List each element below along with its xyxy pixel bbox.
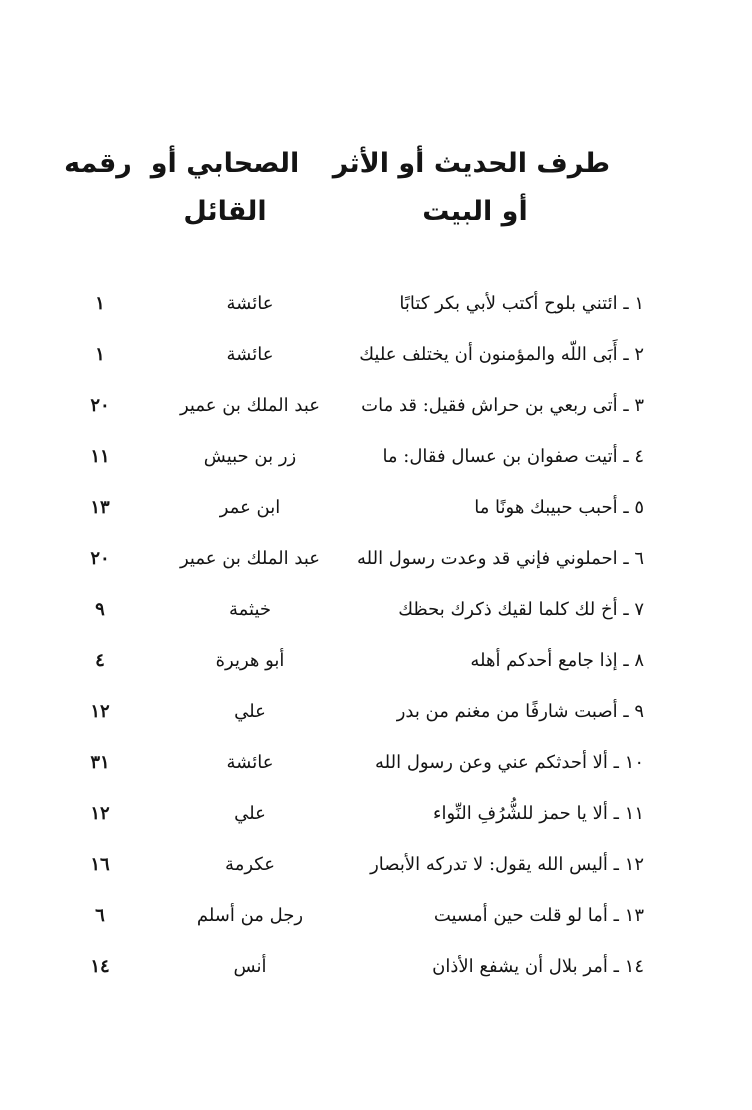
- column-header-hadith-line1: طرف الحديث أو الأثر: [332, 148, 610, 179]
- sahabi-name: ابن عمر: [219, 497, 281, 518]
- sahabi-name: أبو هريرة: [215, 650, 285, 671]
- hadith-text: ١١ ـ ألا يا حمز للشُّرُفِ النِّواء: [433, 803, 644, 824]
- sahabi-name: عائشة: [226, 752, 274, 773]
- hadith-number: ٦: [95, 905, 105, 926]
- column-header-raqm-label: رقمه: [64, 148, 132, 179]
- sahabi-name: خيثمة: [228, 599, 272, 620]
- hadith-text: ٨ ـ إذا جامع أحدكم أهله: [470, 650, 644, 671]
- table-row: [0, 941, 752, 992]
- hadith-text: ٧ ـ أخ لك كلما لقيك ذكرك بحظك: [398, 599, 644, 620]
- hadith-text: ٦ ـ احملوني فإني قد وعدت رسول الله: [356, 548, 644, 569]
- column-header-sahabi-line1: الصحابي أو: [150, 148, 300, 179]
- hadith-text: ١٣ ـ أما لو قلت حين أمسيت: [433, 905, 644, 926]
- sahabi-name: رجل من أسلم: [196, 905, 304, 926]
- column-header-sahabi-line2: القائل: [183, 196, 267, 227]
- table-row: [0, 788, 752, 839]
- hadith-text: ٤ ـ أتيت صفوان بن عسال فقال: ما: [382, 446, 644, 467]
- hadith-number: ٩: [95, 599, 105, 620]
- table-row: [0, 737, 752, 788]
- sahabi-name: زر بن حبيش: [203, 446, 297, 467]
- sahabi-name: علي: [234, 701, 266, 722]
- hadith-text: ٢ ـ أَبَى اللّه والمؤمنون أن يختلف عليك: [359, 344, 644, 365]
- table-row: [0, 533, 752, 584]
- table-row: [0, 686, 752, 737]
- sahabi-name: عبد الملك بن عمير: [179, 548, 321, 569]
- hadith-text: ١٠ ـ ألا أحدثكم عني وعن رسول الله: [375, 752, 644, 773]
- column-header-hadith-line2: أو البيت: [422, 196, 528, 227]
- table-row: [0, 839, 752, 890]
- column-header-raqm: [48, 140, 148, 188]
- table-row: [0, 278, 752, 329]
- hadith-number: ١٢: [90, 701, 110, 722]
- hadith-number: ٢٠: [90, 548, 110, 569]
- table-row: [0, 431, 752, 482]
- index-table-body: [0, 278, 752, 992]
- hadith-number: ٤: [95, 650, 105, 671]
- hadith-text: ١ ـ ائتني بلوح أكتب لأبي بكر كتابًا: [399, 293, 644, 314]
- table-row: [0, 380, 752, 431]
- sahabi-name: أنس: [233, 956, 267, 977]
- table-row: [0, 584, 752, 635]
- hadith-text: ١٤ ـ أمر بلال أن يشفع الأذان: [432, 956, 644, 977]
- sahabi-name: عائشة: [226, 344, 274, 365]
- hadith-number: ٣١: [90, 752, 110, 773]
- sahabi-name: عبد الملك بن عمير: [179, 395, 321, 416]
- hadith-number: ٢٠: [90, 395, 110, 416]
- hadith-text: ٣ ـ أتى ربعي بن حراش فقيل: قد مات: [361, 395, 644, 416]
- hadith-number: ١: [95, 344, 105, 365]
- column-header-hadith: [332, 140, 610, 236]
- table-row: [0, 329, 752, 380]
- hadith-text: ٩ ـ أصبت شارفًا من مغنم من بدر: [396, 701, 644, 722]
- table-row: [0, 482, 752, 533]
- table-row: [0, 890, 752, 941]
- table-row: [0, 635, 752, 686]
- hadith-number: ١٤: [90, 956, 110, 977]
- hadith-number: ١٢: [90, 803, 110, 824]
- hadith-text: ٥ ـ أحبب حبيبك هونًا ما: [474, 497, 644, 518]
- hadith-number: ١١: [90, 446, 110, 467]
- hadith-number: ١٦: [90, 854, 110, 875]
- sahabi-name: علي: [234, 803, 266, 824]
- column-header-sahabi: [150, 140, 300, 236]
- hadith-number: ١٣: [90, 497, 110, 518]
- sahabi-name: عكرمة: [225, 854, 275, 875]
- hadith-text: ١٢ ـ أليس الله يقول: لا تدركه الأبصار: [370, 854, 644, 875]
- hadith-number: ١: [95, 293, 105, 314]
- sahabi-name: عائشة: [226, 293, 274, 314]
